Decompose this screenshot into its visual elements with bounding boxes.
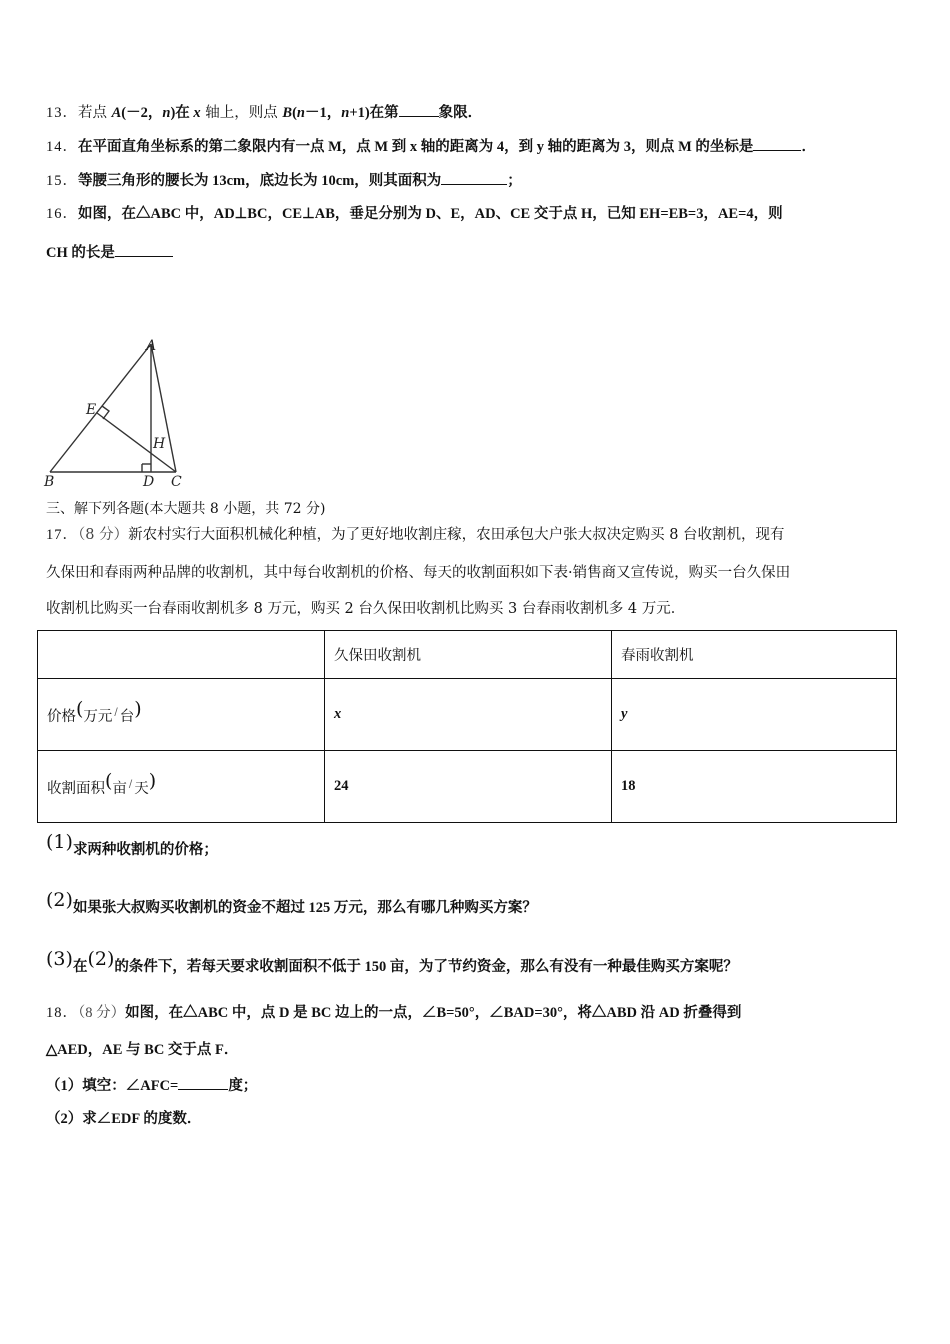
table-cell: 24 — [325, 751, 612, 823]
section-heading: 三、解下列各题(本大题共 8 小题，共 72 分) — [46, 501, 326, 517]
label-e: E — [86, 402, 97, 418]
question-18-part1: （1）填空：∠AFC= 度； — [46, 1075, 257, 1096]
question-17-line2: 久保田和春雨两种品牌的收割机，其中每台收割机的价格、每天的收割面积如下表·销售商又宣传说，购买一台久保田 — [46, 565, 791, 581]
table-header-kubota: 久保田收割机 — [325, 631, 612, 679]
table-cell: x — [325, 679, 612, 751]
table-row — [38, 679, 897, 751]
question-17-part3: (3)在(2)的条件下，若每天要求收割面积不低于 150 亩，为了节约资金，那么有没有一种最佳购买方案呢？ — [46, 948, 738, 975]
question-number: 18． — [46, 1005, 78, 1021]
label-d: D — [143, 474, 155, 490]
side-ab — [50, 344, 151, 472]
question-17-part2: (2)如果张大叔购买收割机的资金不超过 125 万元，那么有哪几种购买方案？ — [46, 889, 537, 916]
question-18-part2: （2）求∠EDF 的度数． — [46, 1111, 202, 1127]
label-h: H — [153, 436, 166, 452]
question-17-part1: (1)求两种收割机的价格； — [46, 831, 218, 858]
label-c: C — [171, 474, 182, 490]
question-16-line2: CH 的长是 — [46, 242, 173, 263]
question-number: 15． — [46, 173, 78, 189]
question-18-line2: △AED，AE 与 BC 交于点 F． — [46, 1042, 239, 1058]
label-a: A — [146, 338, 157, 354]
table-header-chunyu: 春雨收割机 — [612, 631, 897, 679]
table-row-label: 价格(万元 / 台) — [38, 679, 325, 751]
table-row — [38, 751, 897, 823]
label-b: B — [44, 474, 55, 490]
harvester-table — [37, 630, 897, 823]
table-header-row — [38, 631, 897, 679]
question-number: 13． — [46, 105, 78, 121]
question-18: 18．（8 分）如图，在△ABC 中，点 D 是 BC 边上的一点，∠B=50°，∠BAD=30°，将△ABD 沿 AD 折叠得到 — [46, 1005, 742, 1021]
answer-blank[interactable] — [753, 136, 801, 151]
question-17-line3: 收割机比购买一台春雨收割机多 8 万元，购买 2 台久保田收割机比购买 3 台春雨收割机多 4 万元． — [46, 601, 686, 617]
table-row-label: 收割面积(亩 / 天) — [38, 751, 325, 823]
question-15: 15．等腰三角形的腰长为 13cm，底边长为 10cm，则其面积为 ； — [46, 170, 522, 191]
table-cell: y — [612, 679, 897, 751]
answer-blank[interactable] — [399, 102, 439, 117]
question-number: 14． — [46, 139, 78, 155]
question-number: 16． — [46, 206, 78, 222]
table-cell — [38, 631, 325, 679]
question-14: 14．在平面直角坐标系的第二象限内有一点 M，点 M 到 x 轴的距离为 4，到 y 轴的距离为 3，则点 M 的坐标是 ． — [46, 136, 816, 157]
side-ac — [151, 344, 176, 472]
question-number: 17． — [46, 527, 78, 543]
question-16: 16．如图，在△ABC 中，AD⊥BC，CE⊥AB，垂足分别为 D、E，AD、CE 交于点 H，已知 EH=EB=3，AE=4，则 — [46, 206, 783, 222]
triangle-figure — [40, 332, 200, 492]
answer-blank[interactable] — [115, 242, 173, 257]
answer-blank[interactable] — [178, 1075, 228, 1090]
answer-blank[interactable] — [441, 170, 507, 185]
question-13: 13．若点 A(－2，n)在 x 轴上，则点 B(n－1，n+1)在第 象限． — [46, 102, 482, 123]
question-17: 17．（8 分）新农村实行大面积机械化种植，为了更好地收割庄稼，农田承包大户张大叔决定购买 8 台收割机，现有 — [46, 527, 785, 543]
table-cell: 18 — [612, 751, 897, 823]
